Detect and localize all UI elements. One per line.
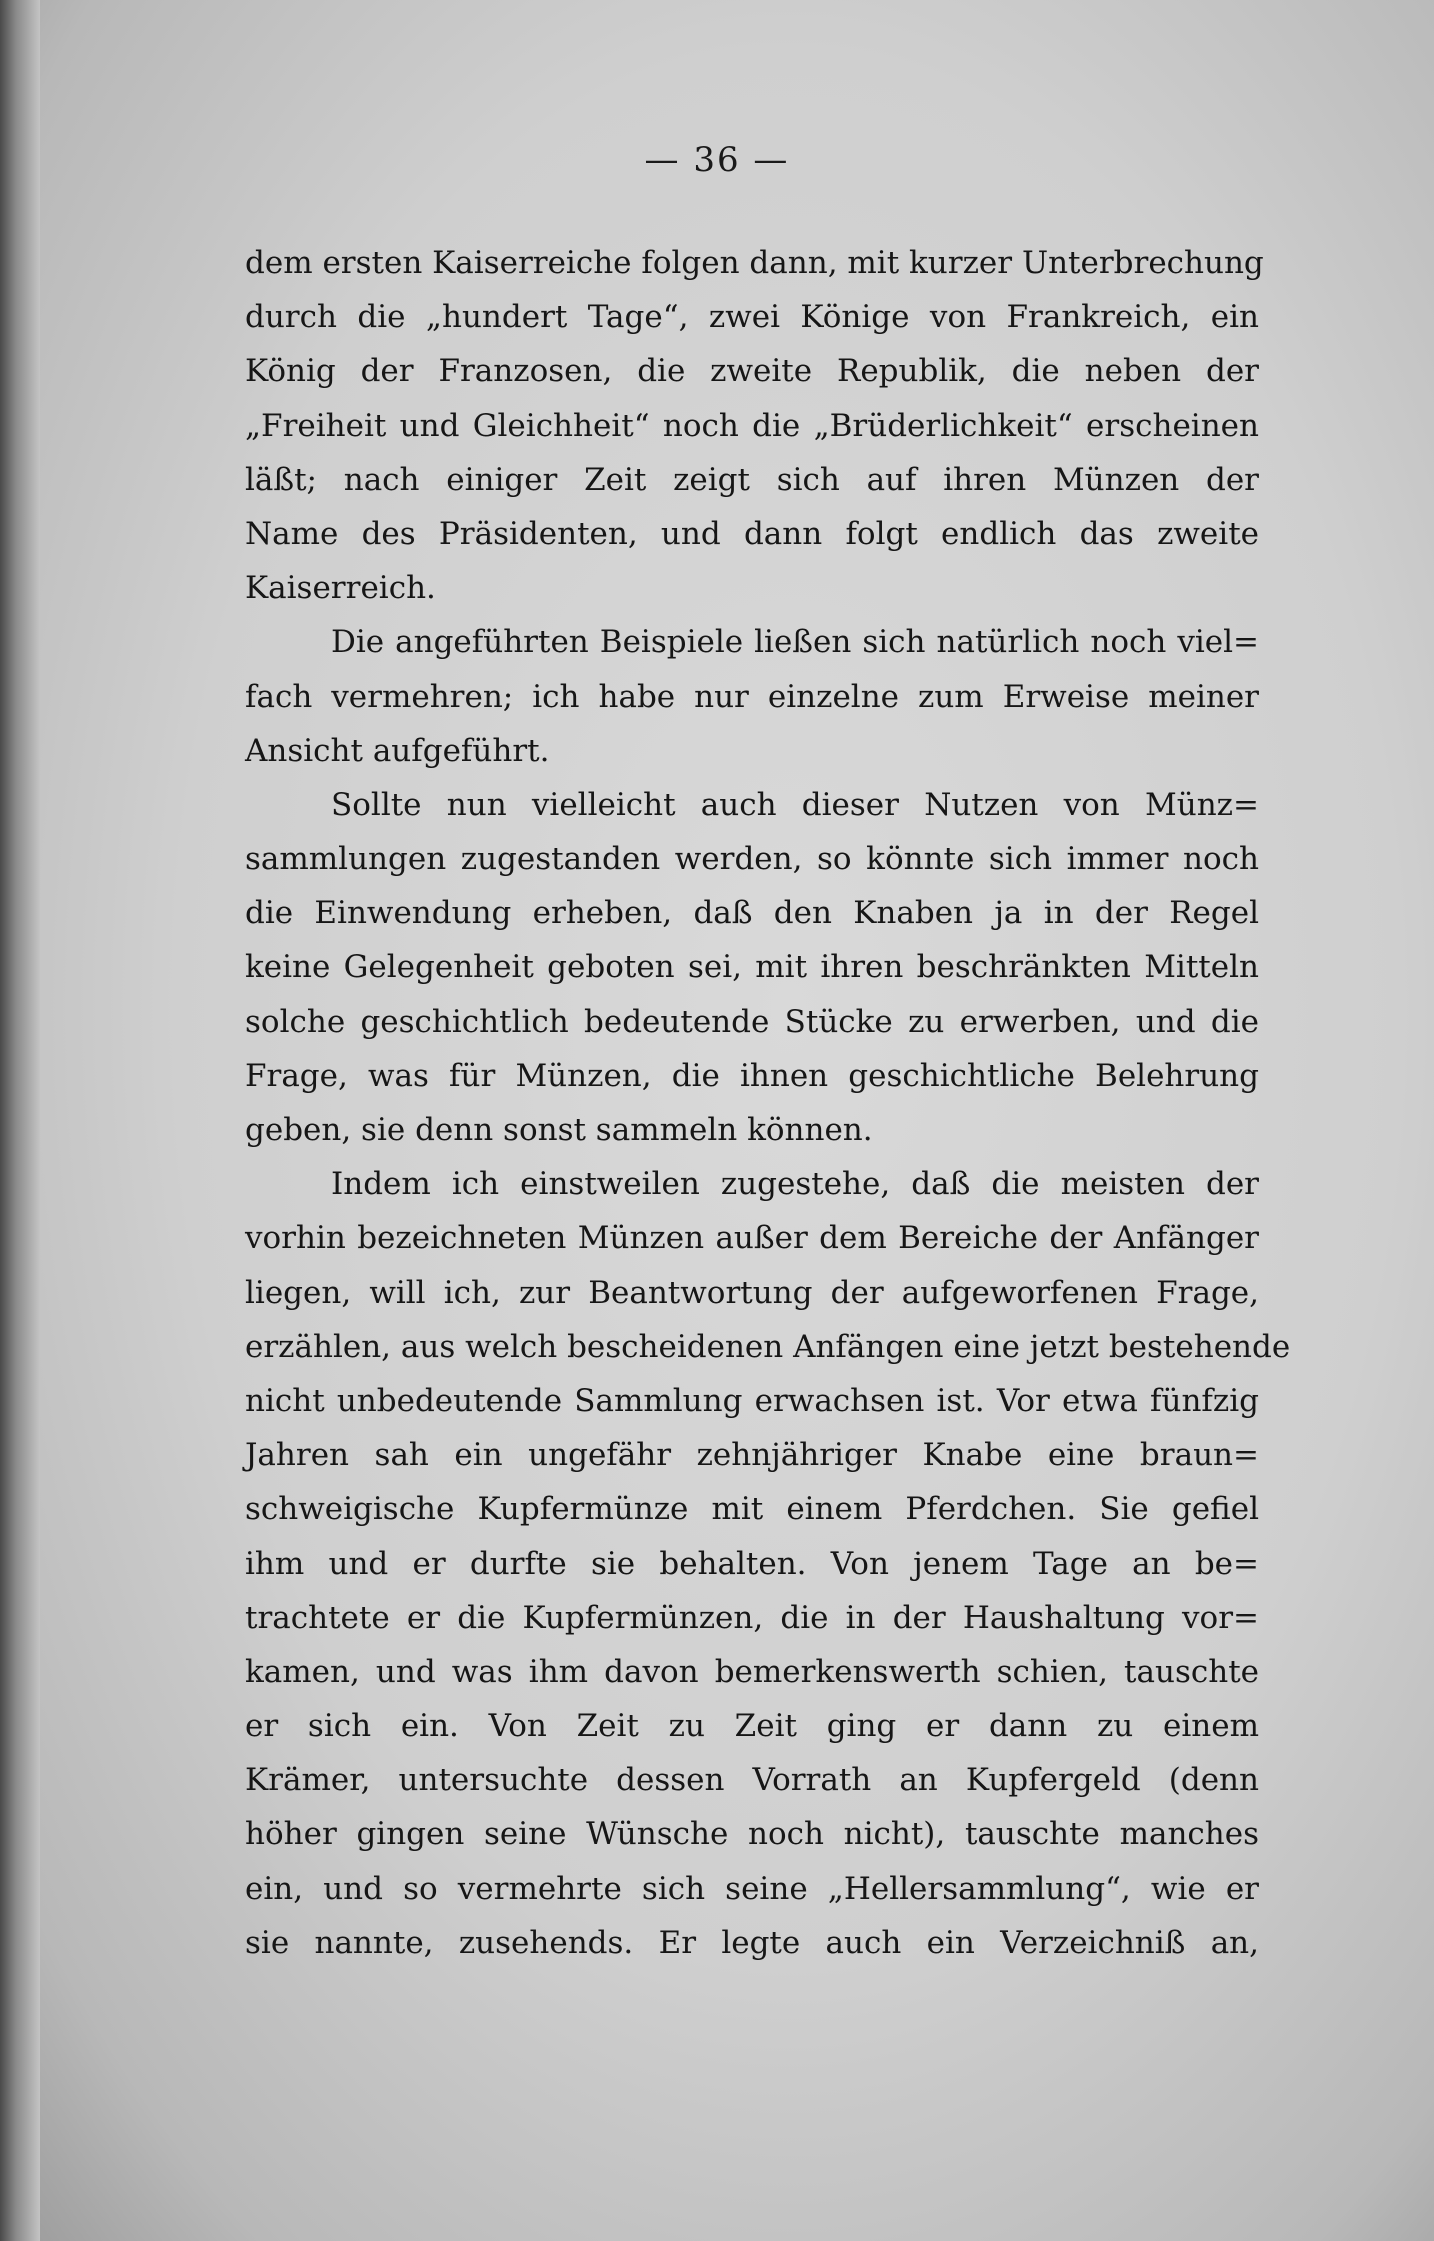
text-line: liegen, will ich, zur Beantwortung der aufgeworfenen Frage, [245, 1274, 1259, 1311]
text-line: König der Franzosen, die zweite Republik, die neben der [245, 353, 1259, 390]
text-line: sie nannte, zusehends. Er legte auch ein Verzeichniß an, [245, 1924, 1259, 1961]
text-line: dem ersten Kaiserreiche folgen dann, mit kurzer Unterbrechung [245, 245, 1264, 281]
text-line: nicht unbedeutende Sammlung erwachsen ist. Vor etwa fünfzig [245, 1382, 1259, 1419]
text-line: durch die „hundert Tage“, zwei Könige von Frankreich, ein [245, 299, 1259, 336]
body-text [245, 236, 1291, 1970]
text-line: die Einwendung erheben, daß den Knaben ja in der Regel [245, 895, 1259, 932]
text-line: Frage, was für Münzen, die ihnen geschichtliche Belehrung [245, 1057, 1259, 1094]
text-line: schweigische Kupfermünze mit einem Pferdchen. Sie gefiel [245, 1491, 1259, 1528]
paragraph-4 [245, 1157, 1291, 1970]
text-line: Kaiserreich. [245, 570, 436, 607]
paragraph-2 [245, 615, 1259, 778]
text-line: sammlungen zugestanden werden, so könnte sich immer noch [245, 841, 1259, 878]
page-spine-shadow [0, 0, 40, 2241]
text-line: solche geschichtlich bedeutende Stücke zu erwerben, und die [245, 1003, 1259, 1040]
paragraph-1 [245, 236, 1264, 615]
text-line: vorhin bezeichneten Münzen außer dem Bereiche der Anfänger [245, 1220, 1259, 1257]
text-line: trachtete er die Kupfermünzen, die in der Haushaltung vor= [245, 1599, 1259, 1636]
text-line: Ansicht aufgeführt. [245, 732, 550, 769]
text-line: er sich ein. Von Zeit zu Zeit ging er dann zu einem [245, 1708, 1259, 1745]
text-line: Sollte nun vielleicht auch dieser Nutzen von Münz= [331, 786, 1259, 823]
text-line: Indem ich einstweilen zugestehe, daß die meisten der [331, 1166, 1259, 1203]
text-line: ein, und so vermehrte sich seine „Hellersammlung“, wie er [245, 1870, 1259, 1907]
text-line: ihm und er durfte sie behalten. Von jenem Tage an be= [245, 1545, 1259, 1582]
text-line: Die angeführten Beispiele ließen sich natürlich noch viel= [331, 624, 1259, 661]
page-number: — 36 — [644, 140, 790, 180]
text-line: „Freiheit und Gleichheit“ noch die „Brüderlichkeit“ erscheinen [245, 407, 1259, 444]
text-line: Name des Präsidenten, und dann folgt endlich das zweite [245, 515, 1259, 552]
text-line: keine Gelegenheit geboten sei, mit ihren beschränkten Mitteln [245, 949, 1259, 986]
text-line: höher gingen seine Wünsche noch nicht), tauschte manches [245, 1816, 1259, 1853]
text-line: erzählen, aus welch bescheidenen Anfängen eine jetzt bestehende [245, 1328, 1291, 1365]
text-line: läßt; nach einiger Zeit zeigt sich auf ihren Münzen der [245, 461, 1259, 498]
text-line: Jahren sah ein ungefähr zehnjähriger Knabe eine braun= [245, 1437, 1259, 1474]
text-line: fach vermehren; ich habe nur einzelne zum Erweise meiner [245, 678, 1259, 715]
text-line: Krämer, untersuchte dessen Vorrath an Kupfergeld (denn [245, 1762, 1259, 1799]
text-line: geben, sie denn sonst sammeln können. [245, 1112, 873, 1148]
paragraph-3 [245, 778, 1259, 1157]
text-line: kamen, und was ihm davon bemerkenswerth schien, tauschte [245, 1653, 1259, 1690]
